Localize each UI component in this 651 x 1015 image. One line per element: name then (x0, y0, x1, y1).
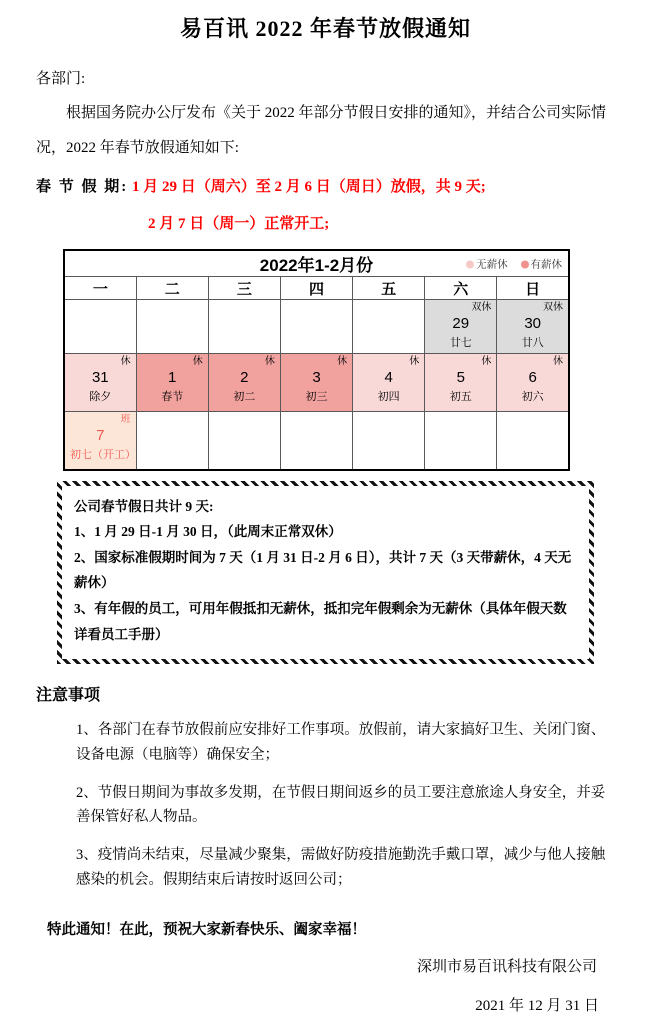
calendar-cell-empty (353, 300, 425, 354)
calendar-cell-empty (208, 300, 280, 354)
calendar-cell-empty (280, 300, 352, 354)
holiday-period-line (36, 175, 615, 196)
cell-day: 1 (168, 369, 177, 386)
cell-badge: 班 (120, 414, 131, 425)
cell-lunar-label: 廿八 (521, 337, 544, 349)
cell-lunar-label: 初五 (449, 391, 472, 403)
calendar-cell-feb5 (425, 354, 497, 412)
salutation: 各部门: (36, 71, 86, 87)
calendar-cell-empty (280, 412, 352, 470)
cell-badge: 休 (264, 356, 275, 367)
cell-day: 6 (528, 369, 537, 386)
calendar-legend (456, 256, 562, 271)
cell-day: 7 (96, 427, 105, 444)
company-signature: 深圳市易百讯科技有限公司 (416, 959, 597, 976)
legend-paid-label: 有薪休 (530, 258, 562, 270)
cell-day: 5 (456, 369, 465, 386)
calendar-cell-feb4 (353, 354, 425, 412)
cell-badge: 休 (409, 356, 420, 367)
cell-badge: 双休 (471, 302, 492, 313)
cell-day: 31 (91, 369, 109, 386)
cell-day: 29 (452, 315, 470, 332)
weekday-sat: 六 (425, 277, 497, 300)
calendar-cell-empty (64, 300, 136, 354)
calendar-cell-jan30 (497, 300, 569, 354)
summary-note-box (57, 481, 594, 665)
notice-item: 3、疫情尚未结束，尽量减少聚集，需做好防疫措施勤洗手戴口罩，减少与他人接触感染的机会。假期结束后请按时返回公司； (76, 846, 606, 888)
note-box-item: 1、1 月 29 日-1 月 30 日，（此周末正常双休） (74, 524, 342, 540)
holiday-period-label: 春 节 假 期: (36, 179, 129, 195)
closing-wish: 特此通知！在此，预祝大家新春快乐、阖家幸福！ (47, 922, 366, 939)
calendar-week-row (64, 300, 569, 354)
calendar-cell-empty (497, 412, 569, 470)
page-title: 易百讯 2022 年春节放假通知 (179, 16, 471, 41)
weekday-fri: 五 (353, 277, 425, 300)
intro-paragraph: 根据国务院办公厅发布《关于 2022 年部分节假日安排的通知》，并结合公司实际情况，2022 年春节放假通知如下: (36, 105, 607, 156)
cell-lunar-label: 初六 (521, 391, 544, 403)
calendar-cell-empty (136, 412, 208, 470)
calendar-cell-empty (136, 300, 208, 354)
calendar-week-row (64, 354, 569, 412)
cell-badge: 休 (192, 356, 203, 367)
paid-rest-dot-icon (521, 260, 529, 268)
note-box-item: 2、国家标准假期时间为 7 天（1 月 31 日-2 月 6 日），共计 7 天（3 天带薪休，4 天无薪休） (74, 549, 572, 591)
calendar-cell-empty (208, 412, 280, 470)
holiday-calendar (63, 249, 570, 471)
calendar-week-row (64, 412, 569, 470)
note-box-item: 3、有年假的员工，可用年假抵扣无薪休，抵扣完年假剩余为无薪休（具体年假天数详看员工手册） (74, 601, 567, 642)
calendar-cell-feb3 (280, 354, 352, 412)
legend-unpaid-label: 无薪休 (476, 258, 508, 270)
calendar-title: 2022年1-2月份 (259, 256, 374, 275)
calendar-cell-empty (425, 412, 497, 470)
weekday-mon: 一 (64, 277, 136, 300)
cell-badge: 休 (553, 356, 563, 367)
work-resume-line: 2 月 7 日（周一）正常开工; (148, 216, 330, 232)
holiday-period-dates: 1 月 29 日（周六）至 2 月 6 日（周日）放假，共 9 天; (132, 179, 486, 195)
cell-badge: 休 (120, 356, 131, 367)
cell-lunar-label: 初四 (377, 391, 400, 403)
weekday-wed: 三 (208, 277, 280, 300)
cell-day: 2 (240, 369, 249, 386)
cell-lunar-label: 春节 (161, 391, 184, 403)
cell-lunar-label: 初三 (305, 391, 328, 403)
cell-badge: 双休 (543, 302, 563, 313)
calendar-cell-empty (353, 412, 425, 470)
cell-lunar-label: 廿七 (449, 337, 472, 349)
cell-lunar-label: 除夕 (89, 391, 112, 403)
notice-item: 2、节假日期间为事故多发期，在节假日期间返乡的员工要注意旅途人身安全，并妥善保管好私人物品。 (76, 784, 606, 826)
notice-item: 1、各部门在春节放假前应安排好工作事项。放假前，请大家搞好卫生、关闭门窗、设备电源（电脑等）确保安全； (76, 722, 606, 763)
cell-lunar-label: 初七（开工） (70, 449, 136, 461)
cell-lunar-label: 初二 (233, 391, 256, 403)
cell-day: 4 (384, 369, 393, 386)
calendar-cell-jan29 (425, 300, 497, 354)
calendar-cell-feb7 (64, 412, 136, 470)
notice-date: 2021 年 12 月 31 日 (475, 998, 599, 1015)
cell-day: 30 (524, 315, 542, 332)
calendar-cell-feb6 (497, 354, 569, 412)
notices-heading: 注意事项 (36, 687, 101, 705)
cell-badge: 休 (481, 356, 492, 367)
unpaid-rest-dot-icon (466, 260, 474, 268)
weekday-tue: 二 (136, 277, 208, 300)
calendar-cell-feb1 (136, 354, 208, 412)
note-box-title: 公司春节假日共计 9 天: (74, 498, 214, 514)
calendar-cell-jan31 (64, 354, 136, 412)
calendar-weekday-row (64, 277, 569, 300)
weekday-sun: 日 (497, 277, 569, 300)
calendar-cell-feb2 (208, 354, 280, 412)
calendar-title-row (64, 250, 569, 277)
weekday-thu: 四 (280, 277, 352, 300)
cell-day: 3 (312, 369, 321, 386)
cell-badge: 休 (337, 356, 348, 367)
